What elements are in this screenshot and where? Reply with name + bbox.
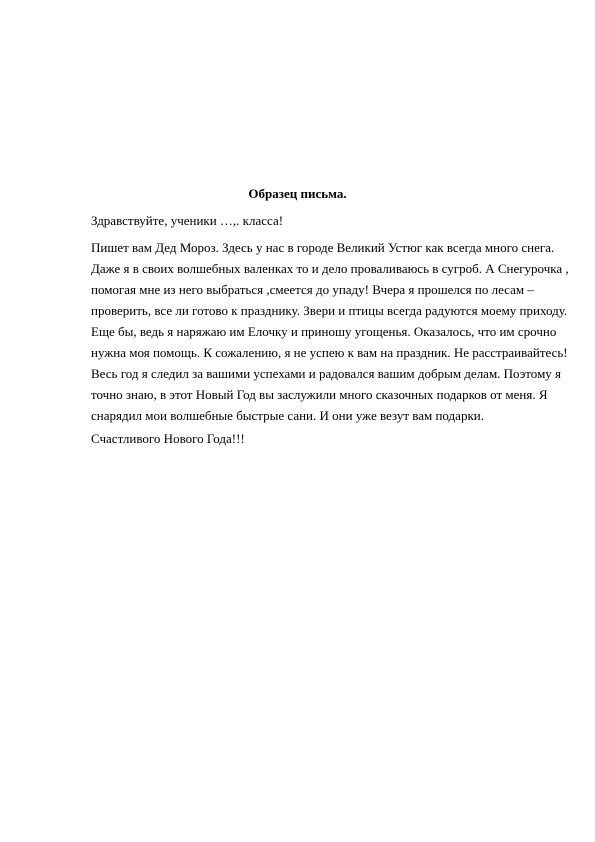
letter-greeting: Здравствуйте, ученики …,. класса!	[91, 213, 284, 228]
letter-body-line: точно знаю, в этот Новый Год вы заслужили много сказочных подарков от меня. Я	[91, 387, 548, 402]
letter-body-line: Пишет вам Дед Мороз. Здесь у нас в городе Великий Устюг как всегда много снега.	[91, 240, 555, 255]
letter-closing: Счастливого Нового Года!!!	[91, 431, 245, 446]
letter-body-line: помогая мне из него выбраться ,смеется до упаду! Вчера я прошелся по лесам –	[91, 282, 534, 297]
letter-title: Образец письма.	[248, 186, 347, 201]
letter-body-line: проверить, все ли готово к празднику. Звери и птицы всегда радуются моему приходу.	[91, 303, 568, 318]
letter-body-line: Еще бы, ведь я наряжаю им Елочку и приношу угощенья. Оказалось, что им срочно	[91, 324, 557, 339]
letter-body-line: нужна моя помощь. К сожалению, я не успею к вам на праздник. Не расстраивайтесь!	[91, 345, 568, 360]
letter-body-line: Весь год я следил за вашими успехами и радовался вашим добрым делам. Поэтому я	[91, 366, 562, 381]
letter-body-line: Даже я в своих волшебных валенках то и дело проваливаюсь в сугроб. А Снегурочка ,	[91, 261, 569, 276]
letter-body-line: снарядил мои волшебные быстрые сани. И они уже везут вам подарки.	[91, 408, 484, 423]
